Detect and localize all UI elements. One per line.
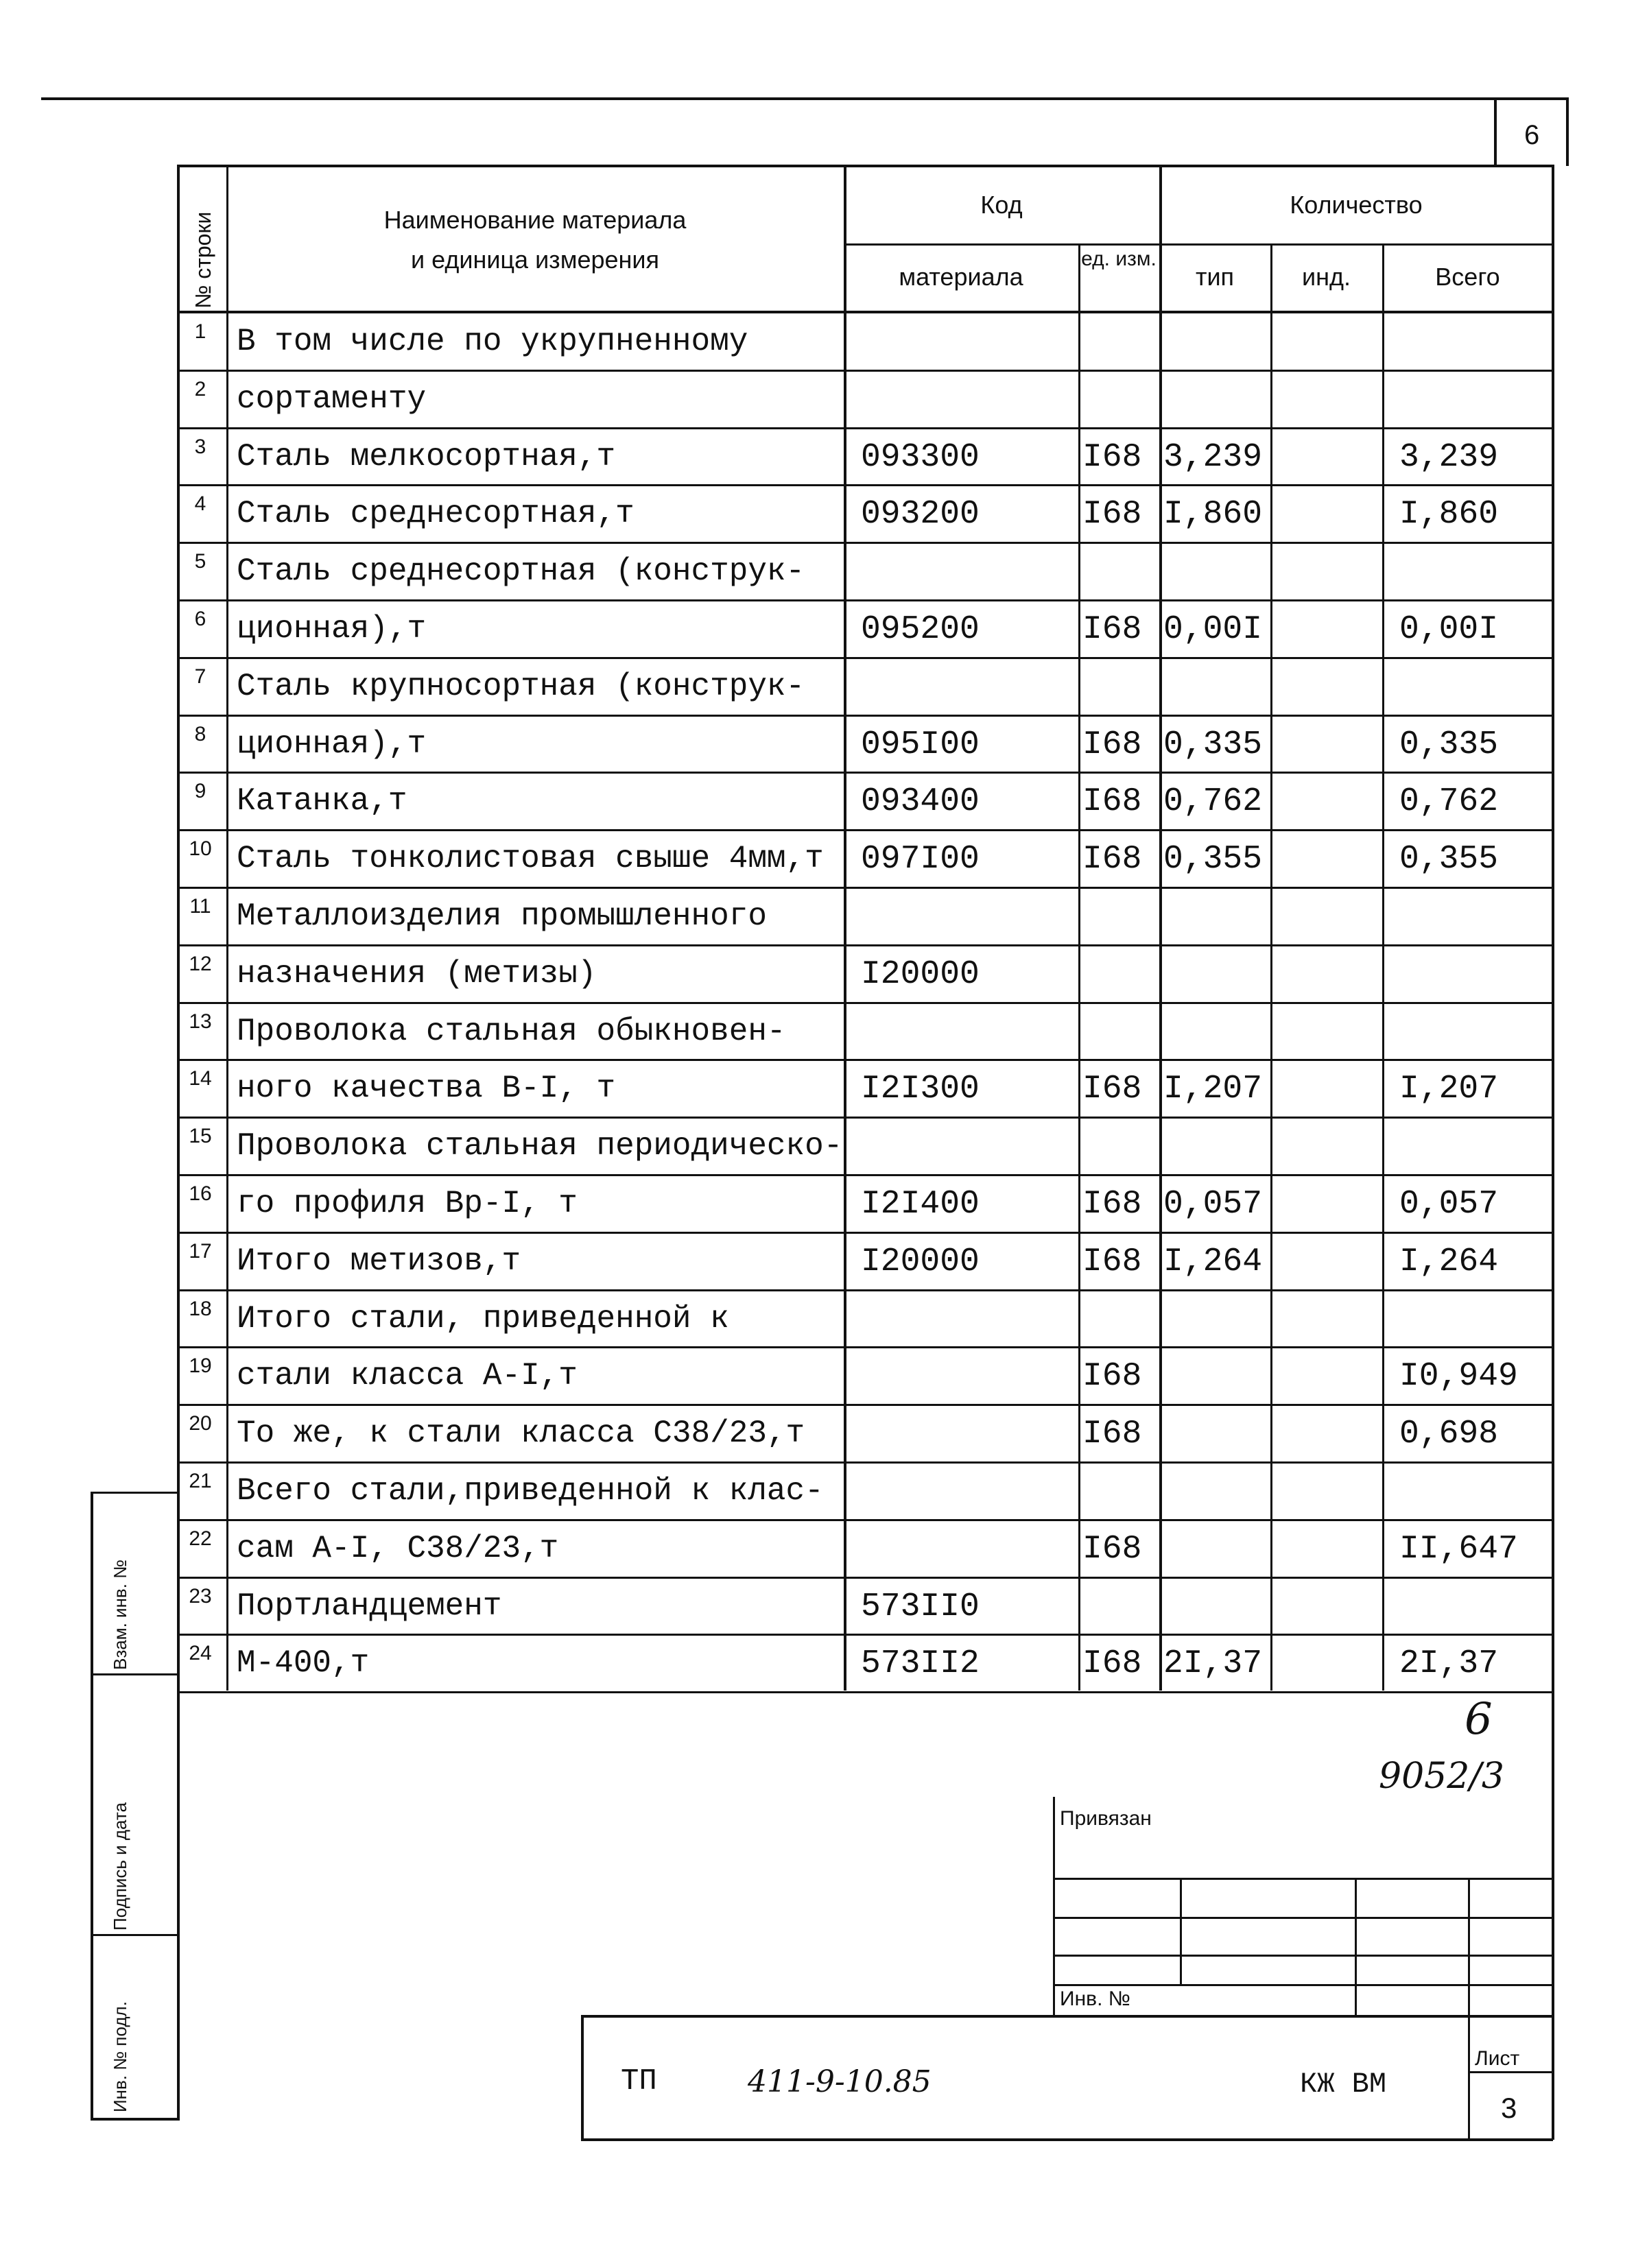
material-name: ного качества В-I, т	[237, 1071, 616, 1107]
row-number: 22	[189, 1527, 212, 1550]
row-number: 16	[189, 1182, 212, 1205]
col-unit-line	[1078, 243, 1080, 1691]
stamp-col-1	[1180, 1878, 1182, 1984]
frame-right-line	[1552, 165, 1554, 2140]
qty-type: 2I,37	[1163, 1645, 1263, 1683]
name-header: Наименование материала	[383, 206, 687, 234]
material-code: I20000	[861, 1243, 980, 1280]
material-name: В том числе по укрупненному	[237, 324, 748, 359]
row-divider	[177, 1404, 1553, 1406]
material-code: 573II2	[861, 1645, 980, 1683]
row-divider	[177, 1232, 1553, 1234]
row-divider	[177, 1289, 1553, 1291]
row-divider	[177, 599, 1553, 601]
row-divider	[177, 715, 1553, 717]
sheet-box-divider	[1468, 2071, 1553, 2073]
sheet-label: Лист	[1475, 2047, 1520, 2070]
material-name: ционная),т	[237, 726, 427, 762]
row-divider	[177, 1002, 1553, 1004]
row-number: 10	[189, 837, 212, 861]
handwritten-number: 6	[1465, 1694, 1493, 1745]
qty-total: I,860	[1399, 496, 1499, 534]
page-number: 6	[1524, 120, 1540, 150]
material-code: 093200	[861, 496, 980, 534]
qty-total-header: Всего	[1435, 263, 1500, 291]
row-divider	[177, 657, 1553, 659]
inv-podl-label: Инв. № подл.	[110, 2001, 130, 2112]
page-number-box-right	[1566, 97, 1569, 166]
unit-code: I68	[1082, 1530, 1142, 1568]
unit-code: I68	[1082, 841, 1142, 879]
qty-type: I,860	[1163, 496, 1263, 534]
title-block-top	[581, 2015, 1553, 2018]
material-code: 093400	[861, 783, 980, 821]
header-subline	[844, 243, 1553, 246]
unit-code: I68	[1082, 1243, 1142, 1280]
podpis-data-label: Подпись и дата	[110, 1802, 130, 1931]
unit-code: I68	[1082, 1645, 1142, 1683]
row-number: 12	[189, 952, 212, 975]
row-number: 4	[194, 492, 206, 516]
unit-code: I68	[1082, 726, 1142, 763]
binding-strip-bottom	[91, 2118, 180, 2121]
stamp-line-3	[1053, 1955, 1552, 1957]
material-name: Сталь среднесортная,т	[237, 496, 635, 532]
row-number: 20	[189, 1412, 212, 1435]
row-divider	[177, 887, 1553, 889]
top-border-line	[41, 97, 1567, 100]
qty-type-header: тип	[1195, 263, 1235, 291]
row-divider	[177, 1174, 1553, 1176]
material-name: Сталь тонколистовая свыше 4мм,т	[237, 841, 824, 877]
qty-type: I,207	[1163, 1071, 1263, 1108]
row-number: 9	[194, 780, 206, 803]
material-code: 095I00	[861, 726, 980, 763]
binding-strip-line	[91, 1492, 93, 2119]
code-header: Код	[980, 191, 1023, 219]
stamp-inv-label: Инв. №	[1060, 1988, 1130, 2010]
material-code: I2I300	[861, 1071, 980, 1108]
material-name: Проволока стальная обыкновен-	[237, 1013, 786, 1049]
qty-total: I0,949	[1399, 1358, 1518, 1396]
material-code: 095200	[861, 611, 980, 648]
name-header-line2: и единица измерения	[410, 246, 659, 274]
stamp-col-2	[1355, 1878, 1357, 2015]
row-divider	[177, 427, 1553, 429]
stamp-line-1	[1053, 1878, 1552, 1880]
doc-code: КЖ ВМ	[1300, 2068, 1387, 2101]
material-name: стали класса А-I,т	[237, 1358, 578, 1394]
qty-total: I,207	[1399, 1071, 1499, 1108]
unit-code: I68	[1082, 1186, 1142, 1223]
row-number: 2	[194, 377, 206, 401]
row-divider	[177, 772, 1553, 774]
row-number: 1	[194, 320, 206, 343]
title-block-bottom	[581, 2138, 1553, 2141]
stamp-line-2	[1053, 1917, 1552, 1919]
row-divider	[177, 1519, 1553, 1521]
row-number: 17	[189, 1239, 212, 1263]
row-divider	[177, 944, 1553, 946]
row-number: 3	[194, 435, 206, 458]
material-name: Всего стали,приведенной к клас-	[237, 1473, 824, 1509]
unit-code: I68	[1082, 783, 1142, 821]
qty-total: 0,335	[1399, 726, 1499, 763]
row-number: 8	[194, 722, 206, 745]
tp-label: ТП	[621, 2064, 657, 2099]
material-name: Итого стали, приведенной к	[237, 1300, 729, 1337]
row-divider	[177, 1461, 1553, 1464]
unit-code: I68	[1082, 496, 1142, 534]
stamp-col-3	[1468, 1878, 1470, 2138]
row-number: 19	[189, 1354, 212, 1378]
quantity-header: Количество	[1290, 191, 1423, 219]
row-number: 11	[189, 895, 211, 918]
row-number: 13	[189, 1010, 212, 1033]
project-code: 411-9-10.85	[748, 2064, 932, 2099]
material-code: I20000	[861, 955, 980, 993]
binding-strip-top	[91, 1492, 178, 1494]
qty-total: 3,239	[1399, 438, 1499, 476]
material-name: сортаменту	[237, 381, 427, 417]
row-divider	[177, 1634, 1553, 1636]
material-code: 573II0	[861, 1588, 980, 1625]
unit-code: I68	[1082, 438, 1142, 476]
row-number: 7	[194, 665, 206, 688]
row-divider	[177, 1577, 1553, 1579]
code-material-header: материала	[899, 263, 1023, 291]
row-number: 5	[194, 550, 206, 573]
col-ind-line	[1270, 243, 1272, 1691]
qty-total: 0,762	[1399, 783, 1499, 821]
qty-type: 0,355	[1163, 841, 1263, 879]
row-number: 18	[189, 1297, 212, 1320]
row-number: 6	[194, 608, 206, 630]
material-name: Сталь среднесортная (конструк-	[237, 553, 805, 590]
handwritten-code: 9052/3	[1379, 1756, 1504, 1797]
material-name: Сталь мелкосортная,т	[237, 438, 616, 475]
col-total-line	[1382, 243, 1384, 1691]
row-divider	[177, 829, 1553, 831]
unit-code: I68	[1082, 611, 1142, 648]
row-divider	[177, 1059, 1553, 1061]
material-name: Катанка,т	[237, 783, 407, 820]
header-bottom-line	[177, 311, 1554, 313]
row-divider	[177, 1346, 1553, 1348]
material-code: 093300	[861, 438, 980, 476]
row-number-header: № строки	[191, 211, 215, 309]
qty-type: 0,762	[1163, 783, 1263, 821]
vzam-inv-label: Взам. инв. №	[110, 1559, 130, 1670]
material-name: го профиля Вр-I, т	[237, 1186, 578, 1221]
material-name: Металлоизделия промышленного	[237, 898, 767, 934]
stamp-line-4	[1053, 1984, 1552, 1986]
qty-total: 0,355	[1399, 841, 1499, 879]
qty-total: II,647	[1399, 1530, 1518, 1568]
material-name: Итого метизов,т	[237, 1243, 521, 1279]
material-name: Проволока стальная периодическо-	[237, 1128, 843, 1165]
unit-code: I68	[1082, 1358, 1142, 1396]
page-number-box-left	[1494, 97, 1497, 166]
sheet-number: 3	[1501, 2092, 1517, 2124]
material-name: То же, к стали класса С38/23,т	[237, 1416, 805, 1452]
row-divider	[177, 1117, 1553, 1119]
qty-total: 0,00I	[1399, 611, 1499, 648]
binding-strip-div1	[91, 1673, 178, 1675]
row-divider	[177, 1691, 1553, 1693]
qty-type: 0,057	[1163, 1186, 1263, 1223]
row-number: 23	[189, 1584, 212, 1608]
material-name: Сталь крупносортная (конструк-	[237, 668, 805, 704]
qty-ind-header: инд.	[1302, 263, 1351, 291]
stamp-left-line	[1053, 1797, 1055, 2016]
qty-type: I,264	[1163, 1243, 1263, 1280]
material-name: Портландцемент	[237, 1588, 502, 1624]
qty-type: 3,239	[1163, 438, 1263, 476]
qty-type: 0,335	[1163, 726, 1263, 763]
qty-total: I,264	[1399, 1243, 1499, 1280]
title-block-left	[581, 2015, 584, 2140]
row-number: 24	[189, 1642, 212, 1665]
binding-strip-div2	[91, 1934, 178, 1936]
row-number: 14	[189, 1067, 212, 1090]
qty-total: 0,057	[1399, 1186, 1499, 1223]
row-divider	[177, 484, 1553, 486]
unit-code: I68	[1082, 1416, 1142, 1453]
material-name: назначения (метизы)	[237, 955, 597, 992]
row-divider	[177, 542, 1553, 544]
table-top-line	[177, 165, 1554, 167]
material-name: ционная),т	[237, 611, 427, 647]
material-code: I2I400	[861, 1186, 980, 1223]
material-code: 097I00	[861, 841, 980, 879]
qty-type: 0,00I	[1163, 611, 1263, 648]
row-number: 21	[189, 1470, 212, 1492]
unit-code: I68	[1082, 1071, 1142, 1108]
material-name: сам А-I, С38/23,т	[237, 1530, 559, 1566]
row-divider	[177, 370, 1553, 372]
privyazan-label: Привязан	[1060, 1807, 1152, 1830]
code-unit-header: ед. изм.	[1081, 248, 1157, 270]
row-number: 15	[189, 1125, 212, 1148]
material-name: М-400,т	[237, 1645, 370, 1682]
qty-total: 2I,37	[1399, 1645, 1499, 1683]
qty-total: 0,698	[1399, 1416, 1499, 1453]
